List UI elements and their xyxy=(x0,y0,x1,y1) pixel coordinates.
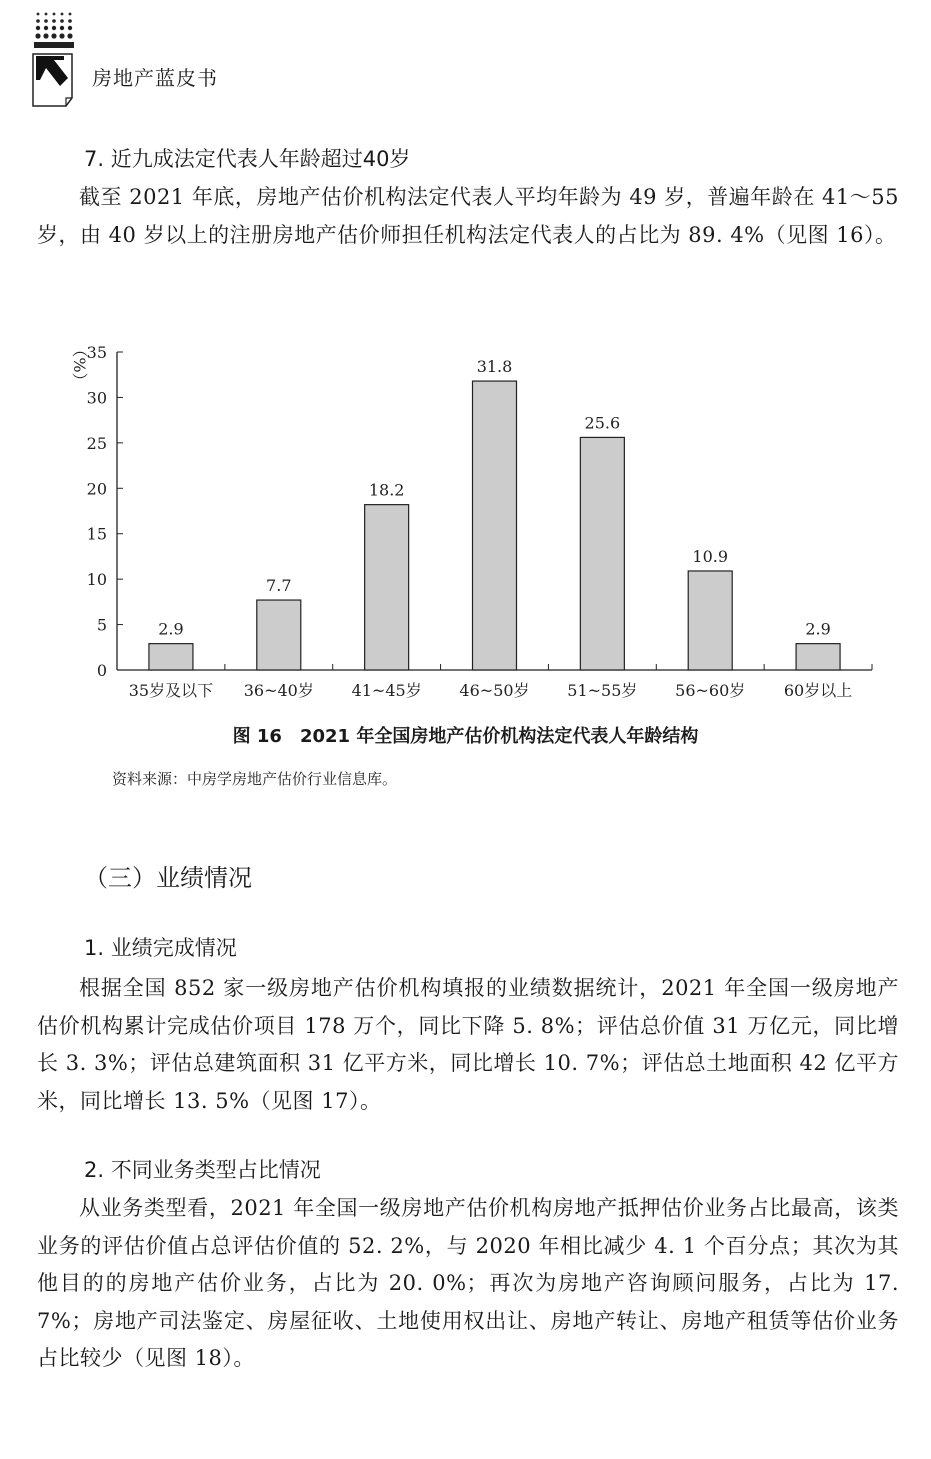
book-title: 房地产蓝皮书 xyxy=(92,66,218,90)
y-tick-label: 15 xyxy=(86,524,107,544)
figure-source: 资料来源：中房学房地产估价行业信息库。 xyxy=(112,770,398,788)
age-structure-chart xyxy=(0,330,931,720)
category-label: 35岁及以下 xyxy=(128,681,214,700)
figure-title: 2021 年全国房地产估价机构法定代表人年龄结构 xyxy=(299,726,699,747)
category-label: 51~55岁 xyxy=(567,681,638,700)
subsection-heading-1: 1. 业绩完成情况 xyxy=(84,936,237,960)
category-label: 41~45岁 xyxy=(351,681,422,700)
data-label: 7.7 xyxy=(266,576,292,596)
paragraph-age: 截至 2021 年底，房地产估价机构法定代表人平均年龄为 49 岁，普遍年龄在 41～55 岁，由 40 岁以上的注册房地产估价师担任机构法定代表人的占比为 89. 4%（见图 16）。 xyxy=(37,185,899,247)
data-label: 10.9 xyxy=(692,546,729,566)
y-tick-label: 20 xyxy=(86,479,107,499)
category-label: 60岁以上 xyxy=(783,681,853,700)
bar-chart-svg xyxy=(0,330,931,720)
subsection-heading-2: 2. 不同业务类型占比情况 xyxy=(84,1158,321,1182)
bar xyxy=(473,381,517,670)
arrow-book-icon xyxy=(30,10,78,108)
bar xyxy=(688,571,732,670)
y-tick-label: 30 xyxy=(86,388,107,408)
section-heading-7: 7. 近九成法定代表人年龄超过40岁 xyxy=(84,147,411,171)
y-tick-label: 0 xyxy=(96,661,107,680)
y-tick-label: 5 xyxy=(96,615,107,635)
bar xyxy=(149,644,193,670)
category-label: 36~40岁 xyxy=(243,681,314,700)
bar xyxy=(796,644,840,670)
y-tick-label: 25 xyxy=(86,433,107,453)
data-label: 31.8 xyxy=(476,357,513,377)
bar xyxy=(580,437,624,670)
y-tick-label: 10 xyxy=(86,570,107,590)
section-heading-3: （三）业绩情况 xyxy=(84,864,252,892)
figure-caption xyxy=(0,722,931,748)
paragraph-performance: 根据全国 852 家一级房地产估价机构填报的业绩数据统计，2021 年全国一级房地产估价机构累计完成估价项目 178 万个，同比下降 5. 8%；评估总价值 31 万亿元，同比增长 3. 3%；评估总建筑面积 31 亿平方米，同比增长 10. 7%；评估总土地面积 42 亿平方米，同比增长 13. 5%（见图 17）。 xyxy=(37,976,899,1113)
paragraph-business-types: 从业务类型看，2021 年全国一级房地产估价机构房地产抵押估价业务占比最高，该类业务的评估价值占总评估价值的 52. 2%，与 2020 年相比减少 4. 1 个百分点；其次为其他目的的房地产估价业务，占比为 20. 0%；再次为房地产咨询顾问服务，占比为 17. 7%；房地产司法鉴定、房屋征收、土地使用权出让、房地产转让、房地产租赁等估价业务占比较少（见图 18）。 xyxy=(37,1196,899,1370)
figure-number: 图 16 xyxy=(232,726,282,747)
category-label: 56~60岁 xyxy=(675,681,746,700)
y-tick-label: 35 xyxy=(86,343,107,362)
data-label: 2.9 xyxy=(805,619,831,639)
data-label: 25.6 xyxy=(584,413,621,433)
data-label: 2.9 xyxy=(158,619,184,639)
data-label: 18.2 xyxy=(368,480,405,500)
bar xyxy=(365,505,409,670)
y-axis-label: （%） xyxy=(70,341,89,389)
bar xyxy=(257,600,301,670)
category-label: 46~50岁 xyxy=(459,681,530,700)
